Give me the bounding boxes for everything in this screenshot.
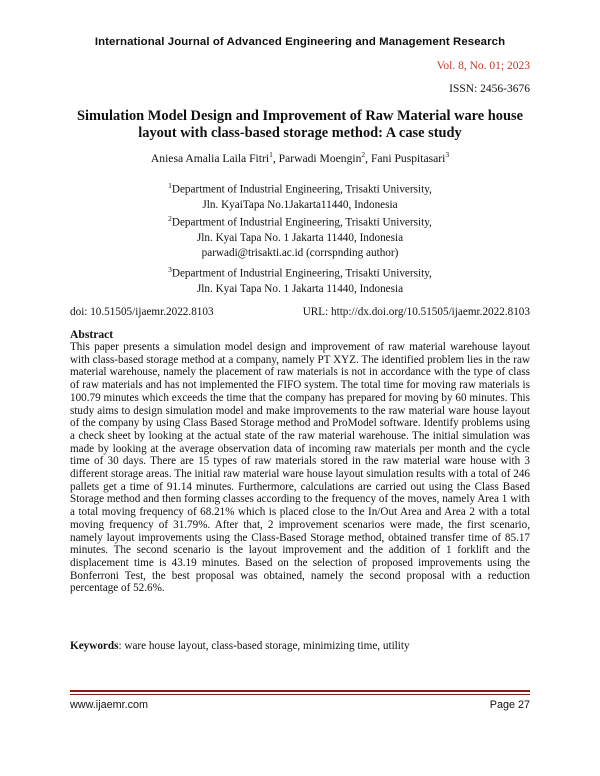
title-line-2: layout with class-based storage method: A case study [138, 125, 462, 141]
abstract-body: This paper presents a simulation model design and improvement of raw material warehouse layout with class-based storage method at a company, namely PT XYZ. The identified problem lies in the raw material warehouse, namely the placement of raw materials is not in accordance with the type of class of raw materials and has not implemented the FIFO system. The total time for moving raw materials is 100.79 minutes which exceeds the time that the company has prepared for moving by 60 minutes. This study aims to design simulation model and make improvements to the raw material ware house layout of the company by using Class Based Storage method and ProModel software. Identify problems using a check sheet by looking at the actual state of the raw material warehouse. The initial simulation was made by looking at the average observation data of incoming raw materials per month and the cycle time of 30 days. There are 15 types of raw materials stored in the raw material ware house with 3 different storage areas. The initial raw material ware house layout simulation results with a total of 246 pallets get a time of 91.14 minutes. Furthermore, calculations are carried out using the Class Based Storage method and then forming classes according to the frequency of the moves, namely Area 1 with a total moving frequency of 68.21% which is placed close to the In/Out Area and Area 2 with a total moving frequency of 31.79%. After that, 2 improvement scenarios were made, the first scenario, namely layout improvements using the Class-Based Storage method, obtained transfer time of 85.17 minutes. The second scenario is the layout improvement and the addition of 1 forklift and the displacement time is 43.19 minutes. Based on the selection of proposed improvements using the Bonferroni Test, the best proposal was obtained, namely the second proposal with a reduction percentage of 52.6%. [70, 341, 530, 595]
affiliation-3 [70, 262, 530, 297]
footer-rule-thick [70, 690, 530, 692]
author-sup: 2 [361, 150, 366, 159]
abstract-heading: Abstract [70, 328, 114, 341]
author-sup: 1 [269, 150, 273, 159]
aff-line: Jln. KyaiTapa No.1Jakarta11440, Indonesia [202, 198, 398, 211]
author-name: Aniesa Amalia Laila Fitri [150, 151, 270, 165]
aff-sup: 1 [168, 181, 172, 190]
affiliation-1 [70, 178, 530, 213]
aff-line: Jln. Kyai Tapa No. 1 Jakarta 11440, Indonesia [196, 231, 404, 244]
author-name: Fani Puspitasari [370, 151, 446, 165]
affiliation-2 [70, 211, 530, 261]
aff-line: Jln. Kyai Tapa No. 1 Jakarta 11440, Indonesia [196, 282, 404, 295]
keywords-label: Keywords [70, 640, 119, 652]
page-number: Page 27 [489, 699, 530, 711]
footer-rule-thin [70, 694, 530, 695]
paper-title [70, 108, 530, 142]
volume-info: Vol. 8, No. 01; 2023 [436, 60, 530, 72]
aff-sup: 2 [168, 214, 172, 223]
author-name: Parwadi Moengin [278, 151, 362, 165]
journal-title: International Journal of Advanced Engineering and Management Research [94, 36, 506, 48]
title-line-1: Simulation Model Design and Improvement of Raw Material ware house [77, 108, 523, 124]
issn: ISSN: 2456-3676 [449, 83, 530, 95]
authors: Aniesa Amalia Laila Fitri$^1$, Parwadi Moengin$^2$, Fani Puspitasari$^3$ [150, 150, 450, 165]
aff-sup: 3 [168, 265, 172, 274]
keywords-list: : ware house layout, class-based storage, minimizing time, utility [118, 640, 410, 652]
aff-line: Department of Industrial Engineering, Trisakti University, [171, 183, 432, 196]
doi-url[interactable]: URL: http://dx.doi.org/10.51505/ijaemr.2022.8103 [302, 306, 530, 318]
author-email: parwadi@trisakti.ac.id (corrspnding author) [201, 246, 399, 259]
aff-line: Department of Industrial Engineering, Trisakti University, [171, 267, 432, 280]
doi: doi: 10.51505/ijaemr.2022.8103 [70, 306, 214, 318]
author-sup: 3 [445, 150, 450, 159]
journal-website[interactable]: www.ijaemr.com [70, 699, 148, 711]
aff-line: Department of Industrial Engineering, Trisakti University, [171, 216, 432, 229]
keywords [70, 640, 530, 652]
